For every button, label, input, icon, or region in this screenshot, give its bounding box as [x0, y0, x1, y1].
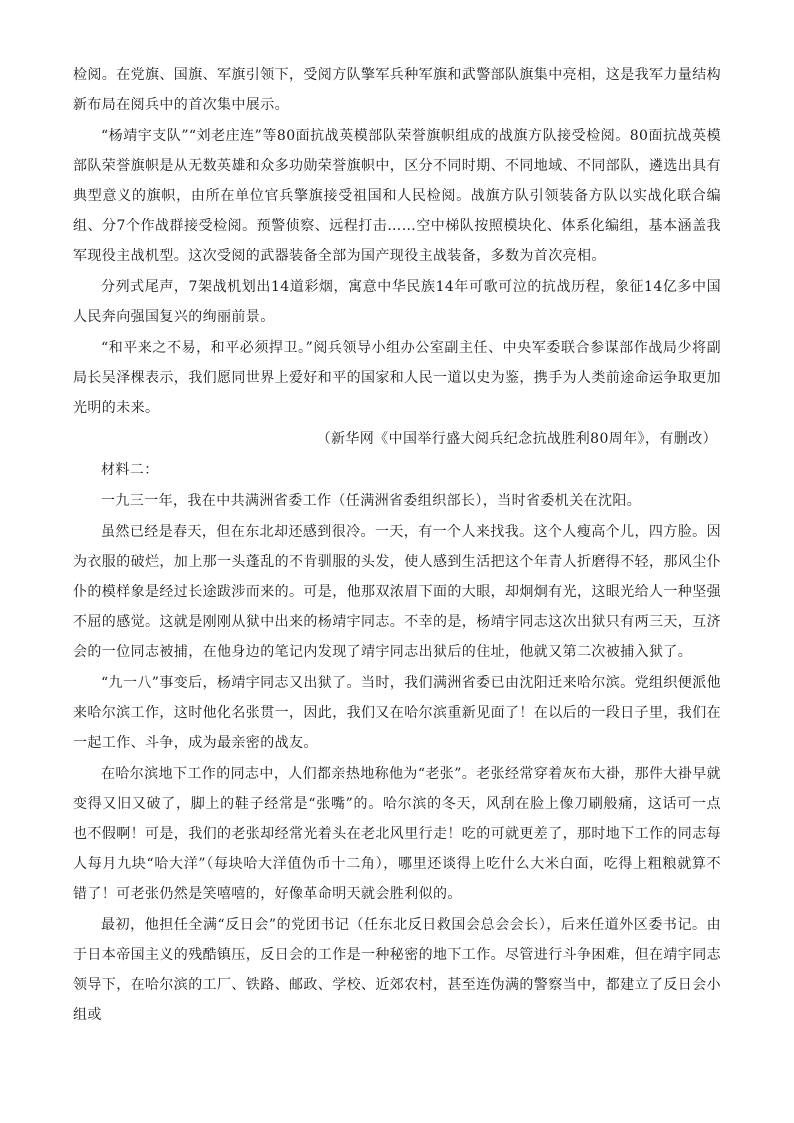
material-label: 材料二： — [101, 462, 159, 478]
paragraph: “九一八”事变后，杨靖宇同志又出狱了。当时，我们满洲省委已由沈阳迁来哈尔滨。党组织便派他来哈尔滨工作，这时他化名张贯一，因此，我们又在哈尔滨重新见面了！在以后的一段日子里，我们在一起工作、斗争，成为最亲密的战友。 — [73, 675, 721, 751]
paragraph: 分列式尾声，7架战机划出14道彩烟，寓意中华民族14年可歌可泣的抗战历程，象征14亿多中国人民奔向强国复兴的绚丽前景。 — [73, 279, 721, 325]
paragraph: 在哈尔滨地下工作的同志中，人们都亲热地称他为“老张”。老张经常穿着灰布大褂，那件大褂早就变得又旧又破了，脚上的鞋子经常是“张嘴”的。哈尔滨的冬天，风刮在脸上像刀刷般痛，这话可一点也不假啊！可是，我们的老张却经常光着头在老北风里行走！吃的可就更差了，那时地下工作的同志每人每月九块“哈大洋”（每块哈大洋值伪币十二角），哪里还谈得上吃什么大米白面，吃得上粗粮就算不错了！可老张仍然是笑嘻嘻的，好像革命明天就会胜利似的。 — [73, 766, 721, 902]
paragraph: 检阅。在党旗、国旗、军旗引领下，受阅方队擎军兵种军旗和武警部队旗集中亮相，这是我军力量结构新布局在阅兵中的首次集中展示。 — [73, 67, 721, 113]
paragraph: “和平来之不易，和平必须捍卫。”阅兵领导小组办公室副主任、中央军委联合参谋部作战局少将副局长吴泽棵表示，我们愿同世界上爱好和平的国家和人民一道以史为鉴，携手为人类前途命运争取更加光明的未来。 — [73, 340, 721, 416]
paragraph: 虽然已经是春天，但在东北却还感到很冷。一天，有一个人来找我。这个人瘦高个儿，四方脸。因为衣服的破烂，加上那一头蓬乱的不肯驯服的头发，使人感到生活把这个年青人折磨得不轻，那风尘仆仆的模样象是经过长途跋涉而来的。可是，他那双浓眉下面的大眼，却炯炯有光，这眼光给人一种坚强不屈的感觉。这就是刚刚从狱中出来的杨靖宇同志。不幸的是，杨靖宇同志这次出狱只有两三天，互济会的一位同志被捕，在他身边的笔记内发现了靖宇同志出狱后的住址，他就又第二次被捕入狱了。 — [73, 524, 721, 660]
paragraph: 最初，他担任全满“反日会”的党团书记（任东北反日救国会总会会长），后来任道外区委书记。由于日本帝国主义的残酷镇压，反日会的工作是一种秘密的地下工作。尽管进行斗争困难，但在靖宇同志领导下，在哈尔滨的工厂、铁路、邮政、学校、近郊农村，甚至连伪满的警察当中，都建立了反日会小组或 — [73, 917, 721, 1023]
paragraph: “杨靖宇支队”“刘老庄连”等80面抗战英模部队荣誉旗帜组成的战旗方队接受检阅。80面抗战英模部队荣誉旗帜是从无数英雄和众多功勋荣誉旗帜中，区分不同时期、不同地域、不同部队，遴选出具有典型意义的旗帜，由所在单位官兵擎旗接受祖国和人民检阅。战旗方队引领装备方队以实战化联合编组、分7个作战群接受检阅。预警侦察、远程打击……空中梯队按照模块化、体系化编组，基本涵盖我军现役主战机型。这次受阅的武器装备全部为国产现役主战装备，多数为首次亮相。 — [73, 128, 721, 264]
paragraph: 一九三一年，我在中共满洲省委工作（任满洲省委组织部长），当时省委机关在沈阳。 — [101, 493, 642, 509]
document-page — [73, 60, 721, 1031]
source-citation: （新华网《中国举行盛大阅兵纪念抗战胜利80周年》，有删改） — [316, 431, 717, 447]
